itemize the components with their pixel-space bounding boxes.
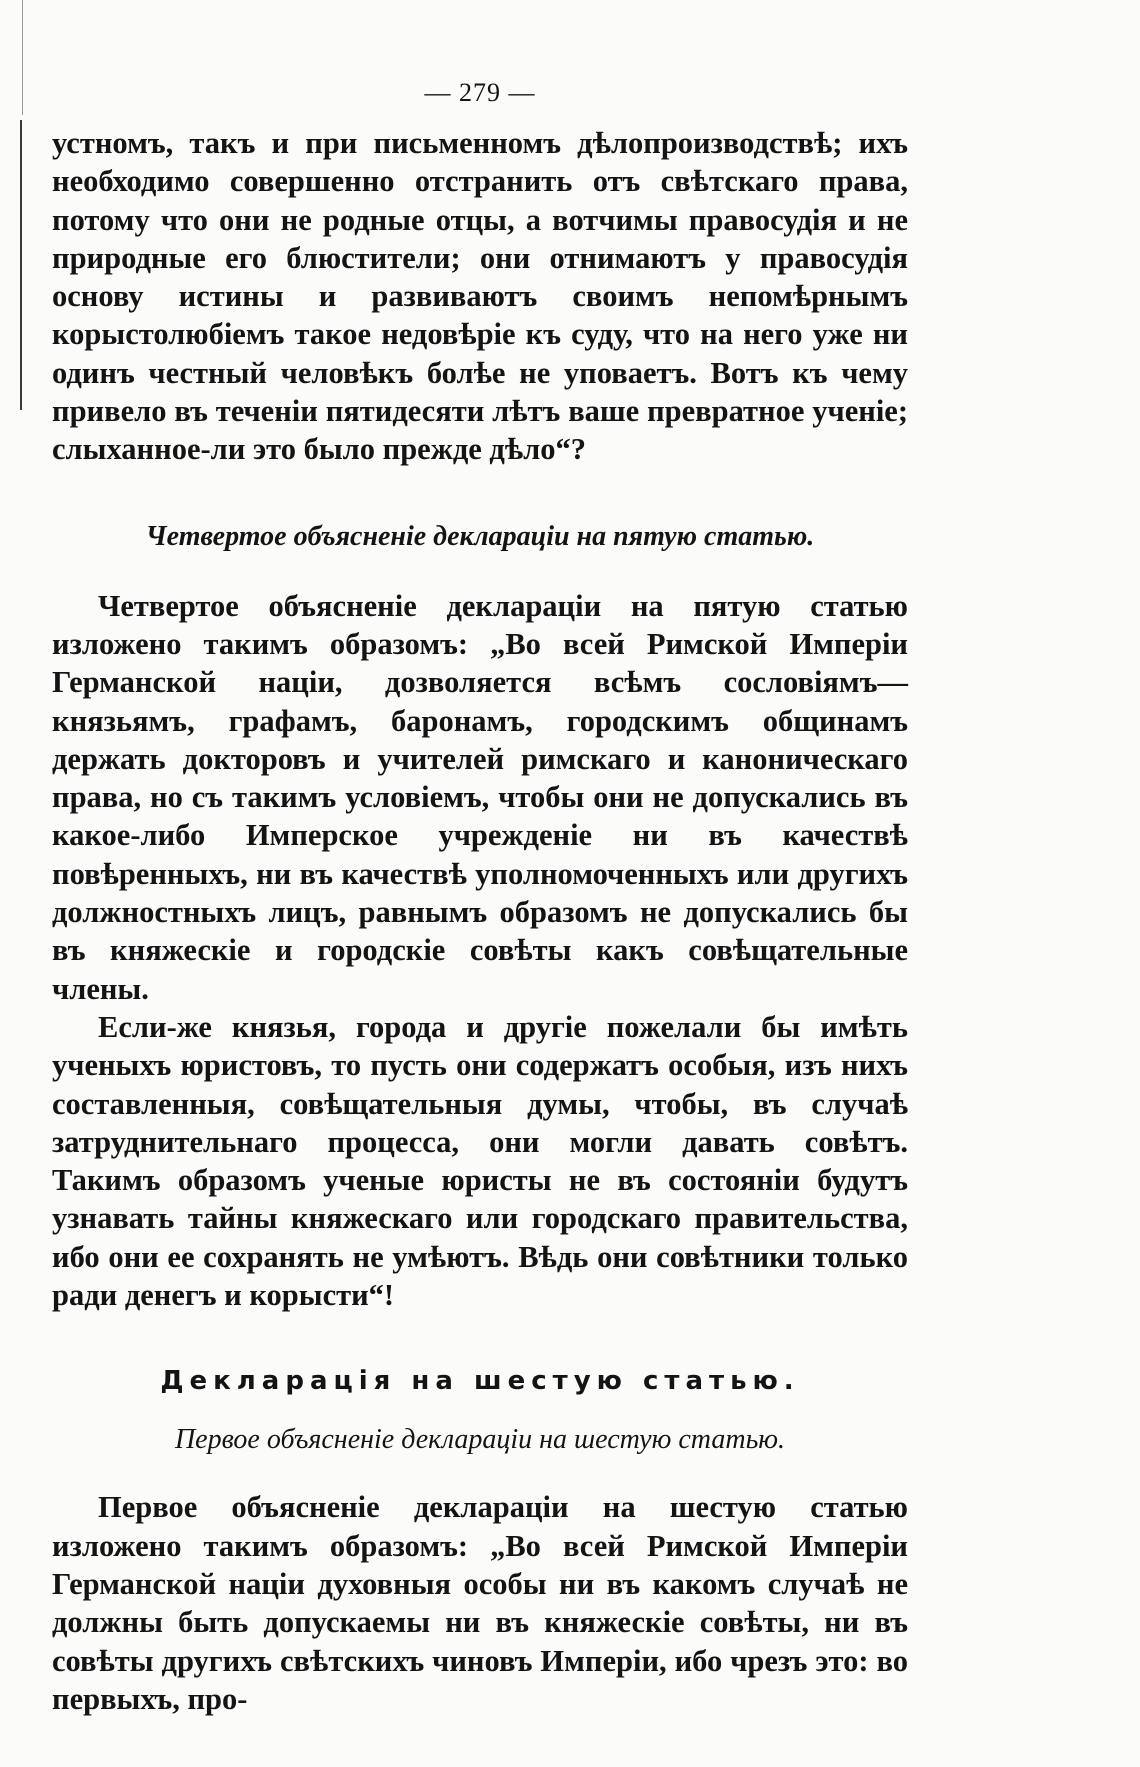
- margin-line-top: [22, 0, 23, 115]
- paragraph-fourth-explanation-2: Если-же князья, города и другіе пожелали бы имѣть ученыхъ юристовъ, то пусть они содержатъ особыя, изъ нихъ составленныя, совѣщательныя думы, чтобы, въ случаѣ затруднительнаго процесса, они могли давать совѣтъ. Такимъ образомъ ученые юристы не въ состояніи будутъ узнавать тайны княжескаго или городскаго правительства, ибо они ее сохранять не умѣютъ. Вѣдь они совѣтники только ради денегъ и корысти“!: [52, 1009, 908, 1313]
- section-heading-first-explanation: Первое объясненіе деклараціи на шестую статью.: [174, 1424, 786, 1456]
- paragraph-first-explanation: Первое объясненіе деклараціи на шестую статью изложено такимъ образомъ: „Во всей Римской Имперіи Германской націи духовныя особы ни въ какомъ случаѣ не должны быть допускаемы ни въ княжескіе совѣты, ни въ совѣты другихъ свѣтскихъ чиновъ Имперіи, ибо чрезъ это: во первыхъ, про-: [52, 1490, 908, 1716]
- chapter-heading-declaration-sixth-article: Декларація на шестую статью.: [160, 1366, 800, 1397]
- section-heading-fourth-explanation: Четвертое объясненіе деклараціи на пятую статью.: [145, 520, 815, 552]
- paragraph-continued: устномъ, такъ и при письменномъ дѣлопроизводствѣ; ихъ необходимо совершенно отстранить отъ свѣтскаго права, потому что они не родные отцы, а вотчимы правосудія и не природные его блюстители; они отнимаютъ у правосудія основу истины и развиваютъ своимъ непомѣрнымъ корыстолюбіемъ такое недовѣріе къ суду, что на него уже ни одинъ честный человѣкъ болѣе не уповаетъ. Вотъ къ чему привело въ теченіи пятидесяти лѣтъ ваше превратное ученіе; слыханное-ли это было прежде дѣло“?: [52, 126, 908, 467]
- margin-line: [20, 120, 22, 410]
- book-page: [52, 78, 908, 1718]
- page-number: — 279 —: [424, 78, 536, 107]
- paragraph-fourth-explanation-1: Четвертое объясненіе деклараціи на пятую статью изложено такимъ образомъ: „Во всей Римской Имперіи Германской націи, дозволяется всѣмъ сословіямъ—князьямъ, графамъ, баронамъ, городскимъ общинамъ держать докторовъ и учителей римскаго и каноническаго права, но съ такимъ условіемъ, чтобы они не допускались въ какое-либо Имперское учрежденіе ни въ качествѣ повѣренныхъ, ни въ качествѣ уполномоченныхъ или другихъ должностныхъ лицъ, равнымъ образомъ не допускались бы въ княжескіе и городскіе совѣты какъ совѣщательные члены.: [52, 588, 908, 1006]
